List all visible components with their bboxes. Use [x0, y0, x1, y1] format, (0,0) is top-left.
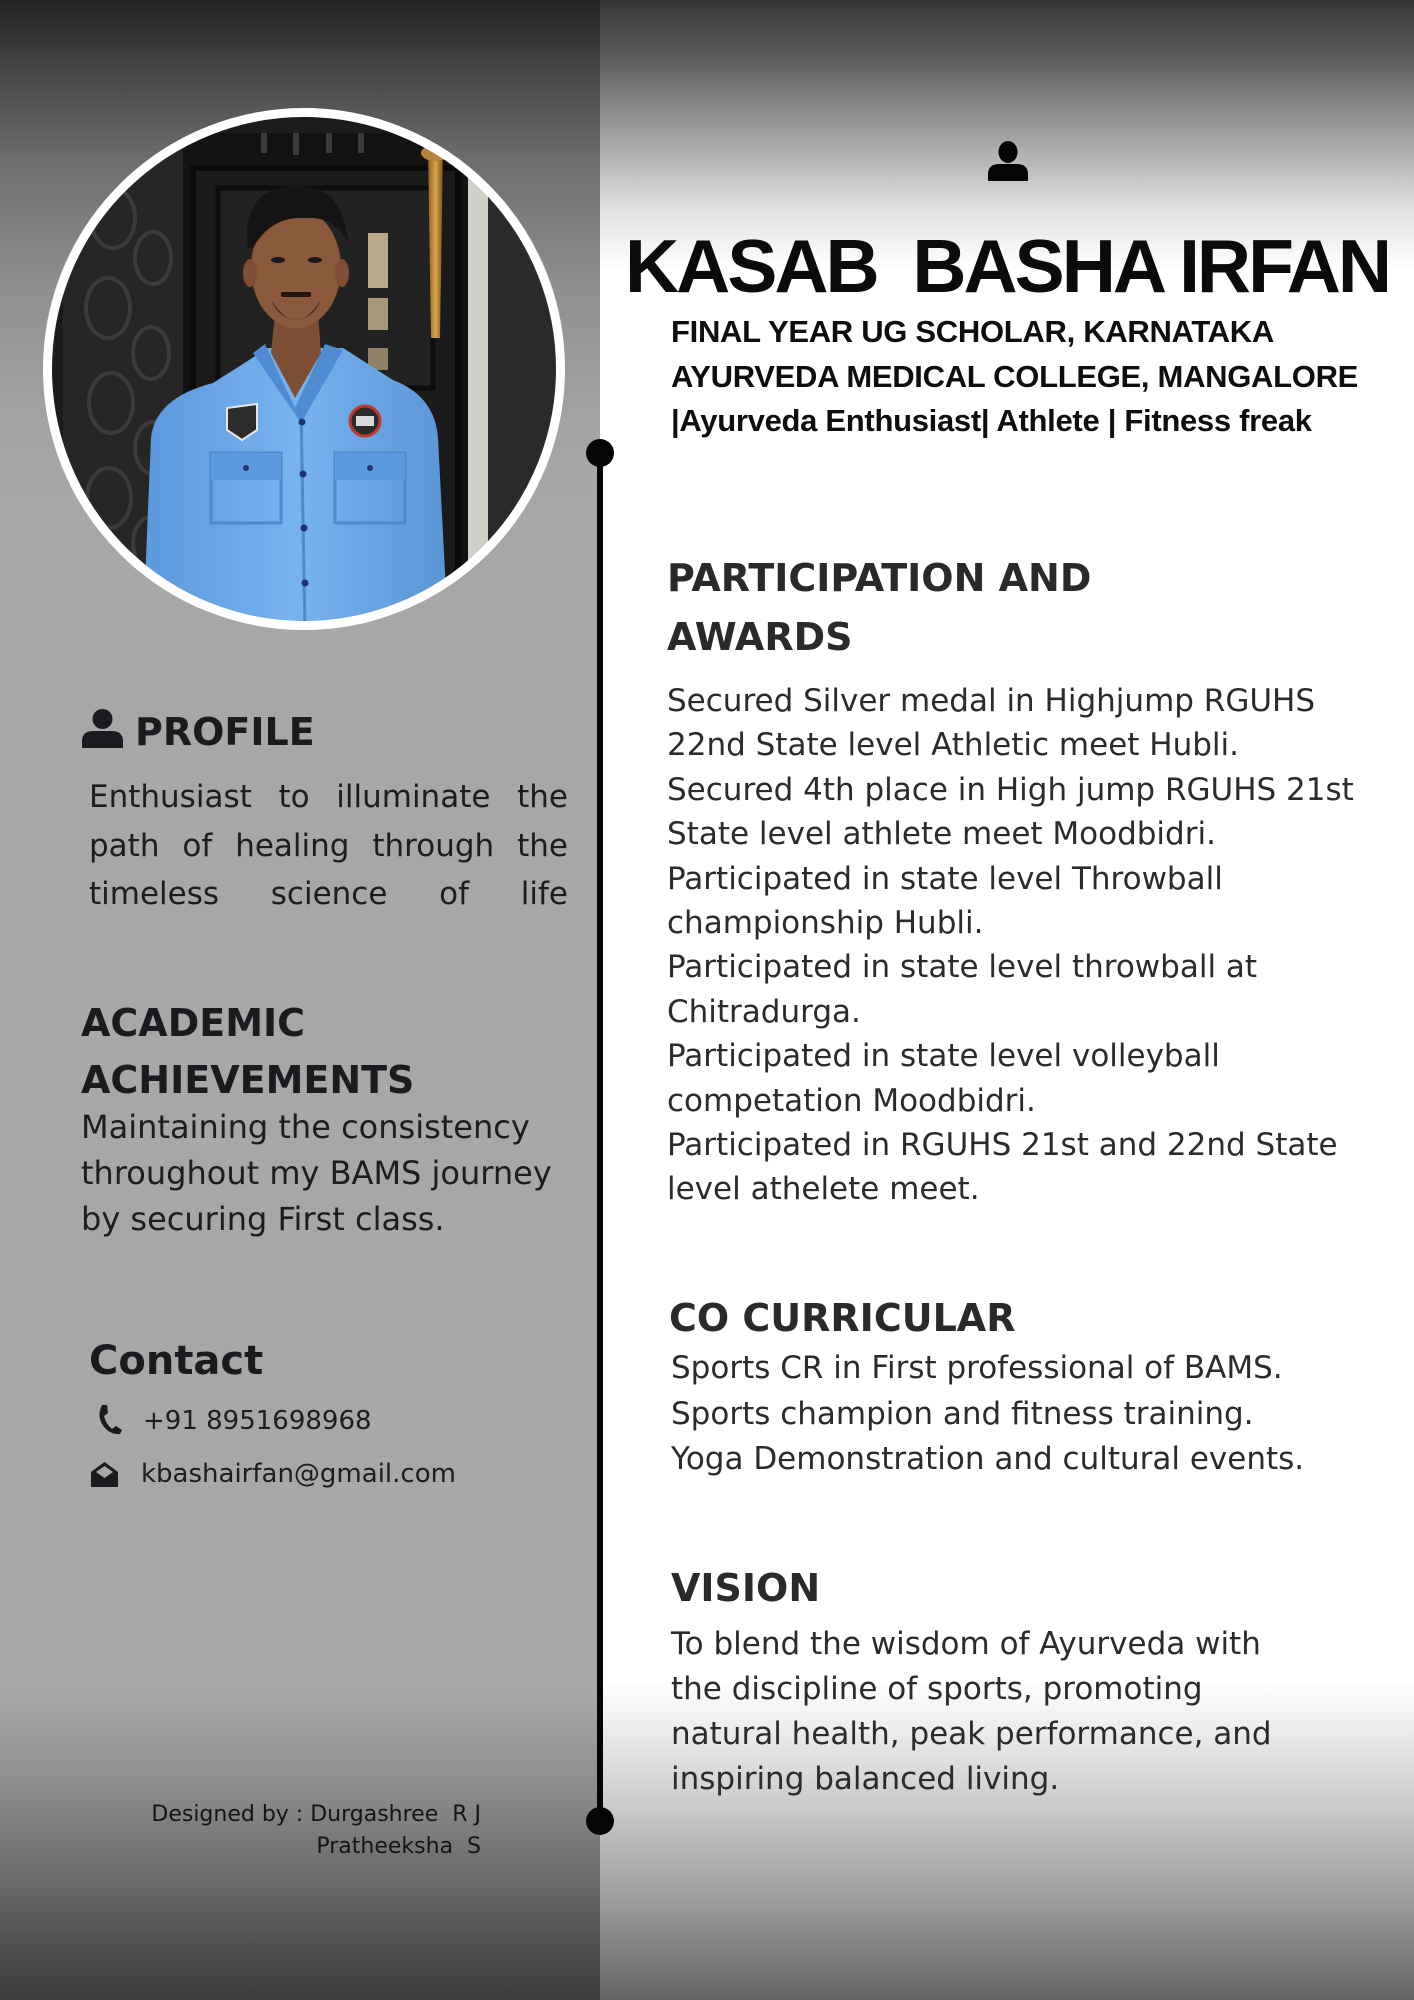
- academic-text: [81, 1104, 552, 1242]
- email-address[interactable]: kbashairfan@gmail.com: [141, 1459, 456, 1489]
- vision-line: inspiring balanced living.: [671, 1761, 1060, 1797]
- awards-list: [667, 679, 1354, 1212]
- academic-line: by securing First class.: [81, 1200, 445, 1238]
- list-item: Yoga Demonstration and cultural events.: [671, 1441, 1305, 1477]
- profile-photo-image: [43, 108, 565, 630]
- profile-line: Enthusiast to illuminate the: [89, 779, 568, 815]
- awards-heading-line: PARTICIPATION AND: [667, 556, 1092, 600]
- timeline-divider: [597, 453, 603, 1821]
- list-item: [667, 679, 1354, 768]
- vision-text: [671, 1622, 1272, 1802]
- list-item: Sports champion and fitness training.: [671, 1395, 1254, 1432]
- phone-number[interactable]: +91 8951698968: [143, 1406, 372, 1436]
- list-item: [667, 945, 1354, 1034]
- subtitle-line: FINAL YEAR UG SCHOLAR, KARNATAKA: [671, 314, 1274, 349]
- list-item-line: Chitradurga.: [667, 993, 861, 1030]
- envelope-open-icon: [90, 1461, 119, 1488]
- subtitle-line: |Ayurveda Enthusiast| Athlete | Fitness freak: [671, 403, 1312, 438]
- candidate-name: KASAB BASHA IRFAN: [625, 224, 1390, 308]
- timeline-dot-top: [586, 439, 614, 467]
- profile-line: timeless science of life: [89, 876, 568, 912]
- list-item-line: championship Hubli.: [667, 905, 984, 942]
- list-item-line: 22nd State level Athletic meet Hubli.: [667, 727, 1239, 764]
- vision-heading: VISION: [671, 1566, 821, 1610]
- profile-photo: [43, 108, 565, 630]
- academic-heading-line: ACHIEVEMENTS: [81, 1058, 415, 1102]
- vision-line: the discipline of sports, promoting: [671, 1671, 1203, 1707]
- list-item-line: level athelete meet.: [667, 1171, 980, 1208]
- list-item: [667, 857, 1354, 946]
- user-icon: [987, 141, 1029, 181]
- list-item: [667, 1034, 1354, 1123]
- profile-line: path of healing through the: [89, 827, 568, 864]
- list-item-line: Participated in state level Throwball: [667, 860, 1223, 897]
- phone-icon: [97, 1404, 123, 1435]
- academic-line: throughout my BAMS journey: [81, 1154, 552, 1192]
- user-icon: [82, 709, 123, 748]
- academic-heading-line: ACADEMIC: [81, 1001, 306, 1045]
- candidate-subtitle: [671, 310, 1358, 444]
- list-item-line: Participated in RGUHS 21st and 22nd State: [667, 1127, 1338, 1164]
- list-item-line: Secured 4th place in High jump RGUHS 21st: [667, 771, 1354, 808]
- awards-heading: [667, 549, 1091, 667]
- list-item-line: competation Moodbidri.: [667, 1082, 1036, 1119]
- list-item: [667, 1123, 1354, 1212]
- list-item-line: Participated in state level throwball at: [667, 949, 1258, 986]
- profile-text: [89, 773, 568, 919]
- contact-heading: Contact: [89, 1338, 264, 1384]
- vision-line: To blend the wisdom of Ayurveda with: [671, 1626, 1261, 1662]
- list-item-line: Secured Silver medal in Highjump RGUHS: [667, 683, 1316, 719]
- credits-line: Pratheeksha S: [316, 1834, 481, 1859]
- credits-line: Designed by : Durgashree R J: [151, 1802, 481, 1827]
- designer-credits: [0, 1799, 481, 1863]
- co-curricular-list: [671, 1346, 1304, 1483]
- profile-heading: PROFILE: [135, 710, 315, 754]
- awards-heading-line: AWARDS: [667, 615, 853, 659]
- list-item: [667, 768, 1354, 857]
- list-item-line: State level athlete meet Moodbidri.: [667, 816, 1216, 853]
- vision-line: natural health, peak performance, and: [671, 1716, 1272, 1752]
- academic-heading: [81, 995, 414, 1109]
- subtitle-line: AYURVEDA MEDICAL COLLEGE, MANGALORE: [671, 358, 1359, 394]
- timeline-dot-bottom: [586, 1807, 614, 1835]
- list-item-line: Participated in state level volleyball: [667, 1038, 1220, 1075]
- co-curricular-heading: CO CURRICULAR: [669, 1296, 1016, 1340]
- academic-line: Maintaining the consistency: [81, 1108, 530, 1146]
- list-item: Sports CR in First professional of BAMS.: [671, 1350, 1283, 1386]
